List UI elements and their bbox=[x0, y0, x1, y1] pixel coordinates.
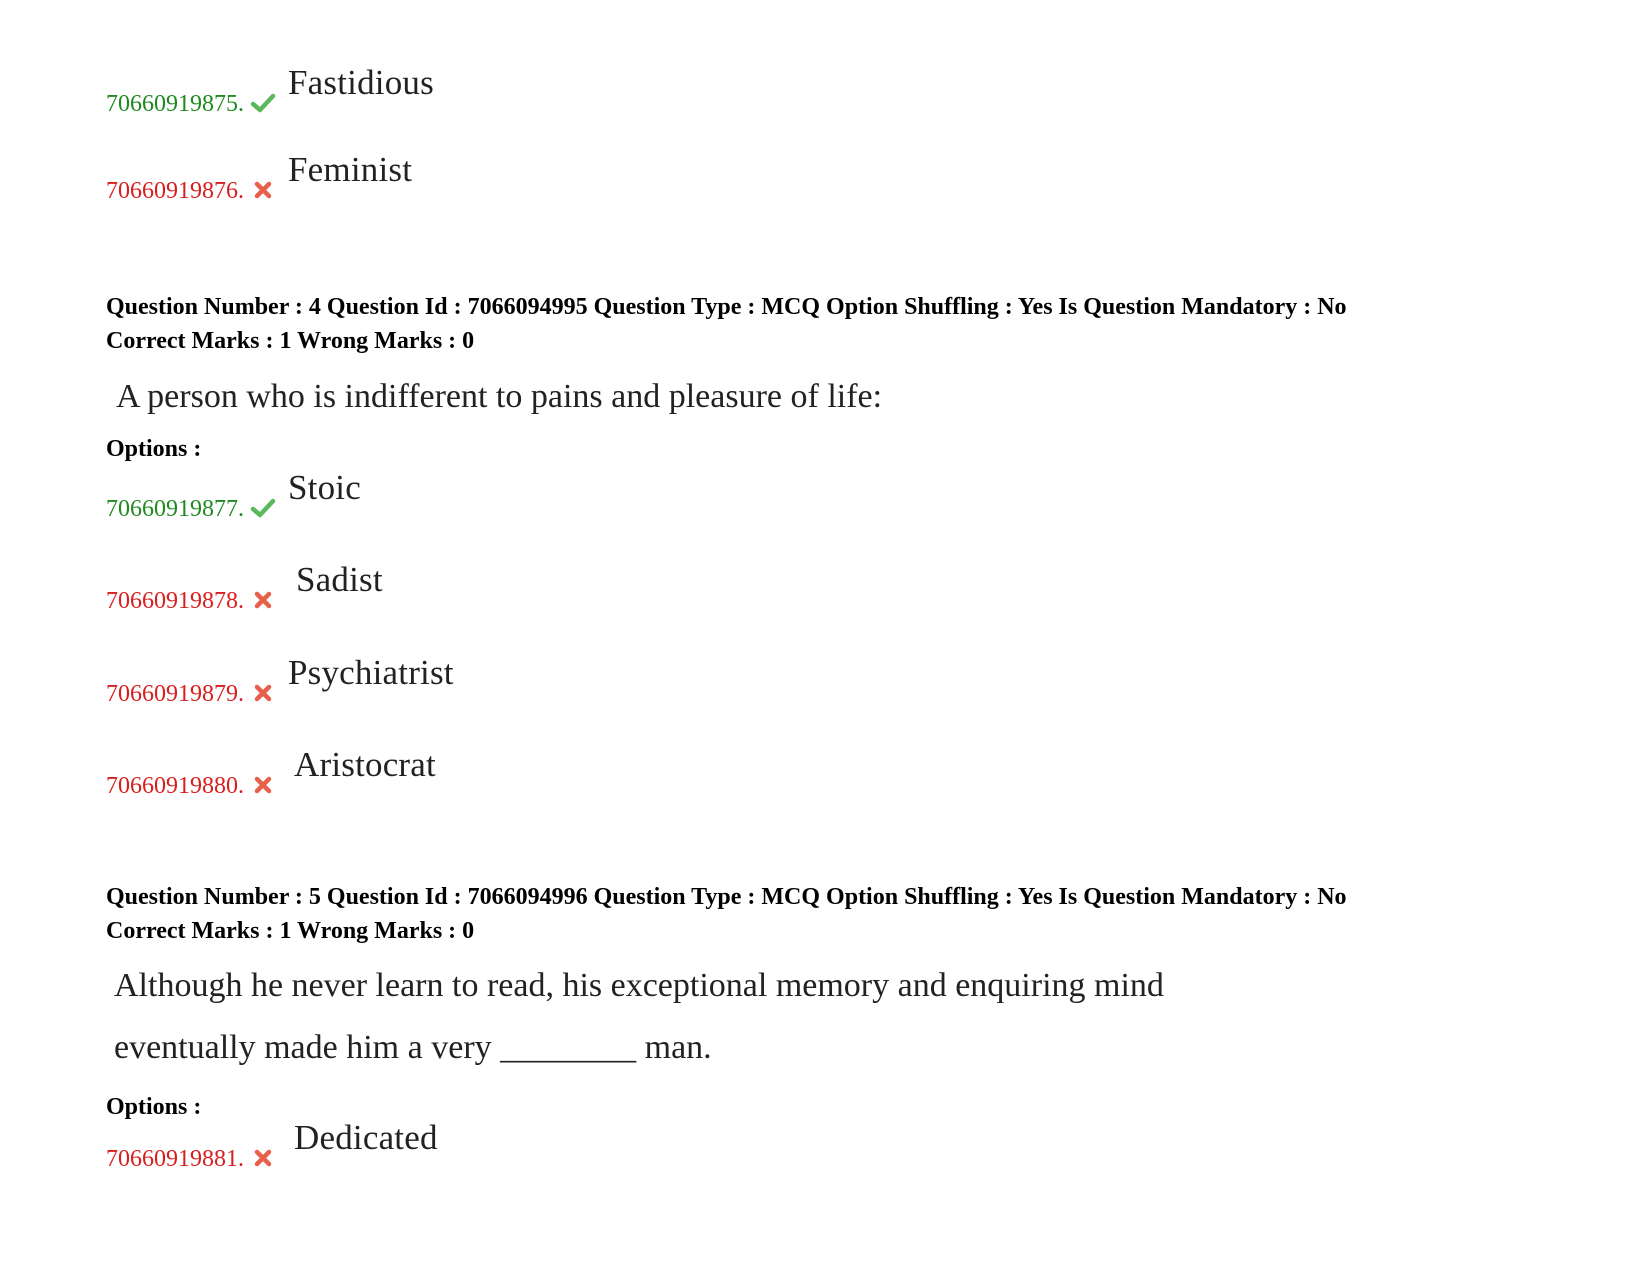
option-row bbox=[106, 58, 434, 118]
option-id: 70660919877. bbox=[106, 496, 244, 522]
option-text: Stoic bbox=[288, 468, 361, 507]
option-row bbox=[106, 463, 361, 523]
option-text: Aristocrat bbox=[294, 745, 436, 784]
check-icon bbox=[250, 90, 276, 116]
option-text: Sadist bbox=[296, 560, 383, 599]
question-text bbox=[114, 955, 1164, 1079]
cross-icon bbox=[250, 772, 276, 798]
question-marks-line: Correct Marks : 1 Wrong Marks : 0 bbox=[106, 918, 475, 944]
cross-icon bbox=[250, 680, 276, 706]
option-text: Dedicated bbox=[294, 1118, 438, 1157]
question-text bbox=[116, 366, 882, 428]
option-text: Fastidious bbox=[288, 63, 434, 102]
question-text-line: A person who is indifferent to pains and pleasure of life: bbox=[116, 378, 883, 415]
question-marks-line: Correct Marks : 1 Wrong Marks : 0 bbox=[106, 328, 475, 354]
question-meta-line: Question Number : 4 Question Id : 7066094995 Question Type : MCQ Option Shuffling : Yes Is Question Mandatory : No bbox=[106, 294, 1347, 320]
cross-icon bbox=[250, 1145, 276, 1171]
cross-icon bbox=[250, 587, 276, 613]
option-text: Psychiatrist bbox=[288, 653, 454, 692]
question-text-line: Although he never learn to read, his exceptional memory and enquiring mind bbox=[114, 967, 1164, 1004]
options-label: Options : bbox=[106, 1094, 202, 1120]
option-id: 70660919875. bbox=[106, 91, 244, 117]
option-row bbox=[106, 740, 436, 800]
question-meta-line: Question Number : 5 Question Id : 7066094996 Question Type : MCQ Option Shuffling : Yes Is Question Mandatory : No bbox=[106, 884, 1347, 910]
option-id: 70660919876. bbox=[106, 178, 244, 204]
option-id: 70660919879. bbox=[106, 681, 244, 707]
question-header bbox=[106, 880, 1347, 948]
option-row bbox=[106, 648, 454, 708]
option-row bbox=[106, 1113, 438, 1173]
option-text: Feminist bbox=[288, 150, 413, 189]
question-text-line: eventually made him a very ________ man. bbox=[114, 1029, 712, 1066]
option-row bbox=[106, 145, 412, 205]
cross-icon bbox=[250, 177, 276, 203]
option-row bbox=[106, 555, 383, 615]
option-id: 70660919880. bbox=[106, 773, 244, 799]
option-id: 70660919881. bbox=[106, 1146, 244, 1172]
question-header bbox=[106, 290, 1347, 358]
option-id: 70660919878. bbox=[106, 588, 244, 614]
check-icon bbox=[250, 495, 276, 521]
options-label: Options : bbox=[106, 436, 202, 462]
